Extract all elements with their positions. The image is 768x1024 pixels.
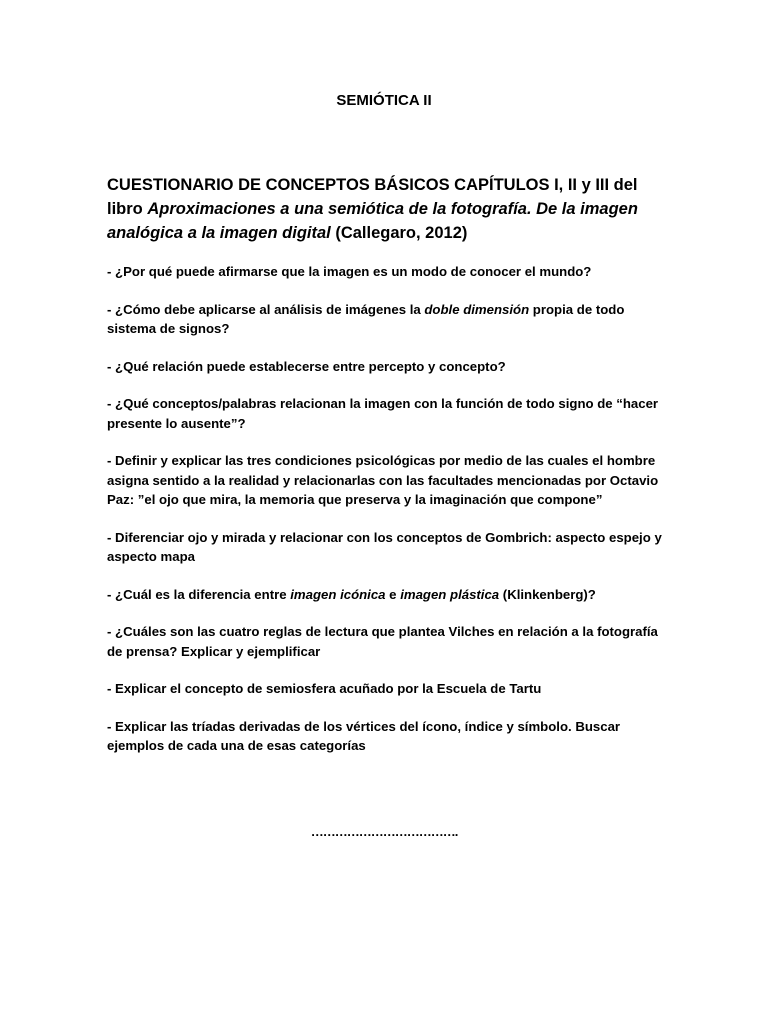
question-text: e (385, 586, 401, 602)
question-8 (107, 622, 667, 661)
question-text: - ¿Cuál es la diferencia entre (107, 586, 291, 602)
question-text: - ¿Qué relación puede establecerse entre percepto y concepto? (107, 358, 506, 374)
question-text: - Explicar el concepto de semiosfera acuñado por la Escuela de Tartu (107, 681, 542, 696)
closing-dots: ………………………………. (310, 824, 458, 839)
question-text: - ¿Qué conceptos/palabras relacionan la imagen con la función de todo signo de “hacer presente lo ausente”? (107, 396, 659, 431)
question-emphasis: imagen plástica (400, 586, 500, 602)
question-text: - Explicar las tríadas derivadas de los vértices del ícono, índice y símbolo. Buscar ejemplos de cada una de esas categorías (107, 718, 621, 753)
question-6 (107, 528, 667, 567)
heading-text: CUESTIONARIO DE CONCEPTOS BÁSICOS CAPÍTULOS I, II y III del libro (107, 176, 638, 218)
question-text: propia de todo sistema de signos? (107, 301, 625, 336)
question-1 (107, 262, 667, 282)
question-10 (107, 717, 667, 756)
question-text: - ¿Cómo debe aplicarse al análisis de imágenes la (107, 301, 425, 317)
question-4 (107, 394, 667, 433)
question-text: - Definir y explicar las tres condiciones psicológicas por medio de las cuales el hombre asigna sentido a la realidad y relacionarlas con las facultades mencionadas por Octavio Paz: ”el ojo que mira, la memoria que preserva y la imaginación que compone” (107, 453, 659, 507)
questionnaire-heading (107, 173, 667, 245)
question-text: (Klinkenberg)? (499, 586, 596, 602)
question-3 (107, 357, 667, 377)
question-7 (107, 585, 667, 605)
question-list (107, 262, 667, 774)
question-text: - ¿Cuáles son las cuatro reglas de lectura que plantea Vilches en relación a la fotografía de prensa? Explicar y ejemplificar (107, 624, 658, 659)
question-9 (107, 679, 667, 699)
question-text: - ¿Por qué puede afirmarse que la imagen es un modo de conocer el mundo? (107, 264, 592, 279)
question-2 (107, 300, 667, 339)
question-5 (107, 451, 667, 510)
question-emphasis: doble dimensión (424, 301, 530, 317)
citation: (Callegaro, 2012) (335, 224, 468, 242)
book-title: Aproximaciones a una semiótica de la fotografía. De la imagen analógica a la imagen digital (107, 200, 638, 242)
question-emphasis: imagen icónica (290, 586, 386, 602)
question-text: - Diferenciar ojo y mirada y relacionar con los conceptos de Gombrich: aspecto espejo y aspecto mapa (107, 529, 662, 564)
page-title: SEMIÓTICA II (336, 92, 432, 109)
